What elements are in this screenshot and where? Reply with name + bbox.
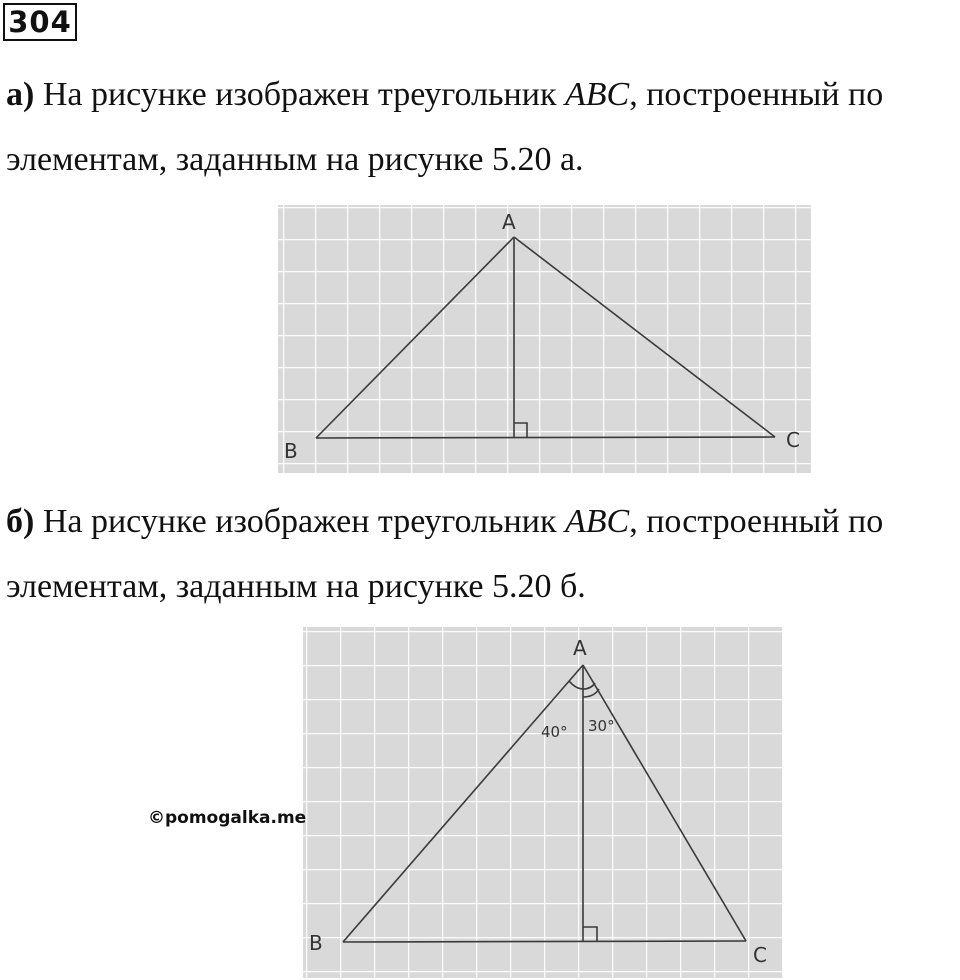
part-b-triangle-name: ABC (564, 503, 630, 540)
grid-paper-a (278, 205, 811, 473)
part-a-triangle-name: ABC (564, 76, 630, 113)
side-bc-b (343, 941, 746, 942)
figure-a (278, 205, 811, 473)
part-b-marker: б) (6, 503, 35, 540)
problem-number: 304 (3, 3, 77, 41)
label-a-fig-a: A (502, 210, 516, 234)
label-c-fig-a: C (786, 428, 800, 452)
part-a-text-1: На рисунке изображен треугольник (42, 76, 557, 113)
part-a-line-2: элементам, заданным на рисунке 5.20 а. (6, 141, 584, 178)
label-b-fig-b: B (309, 931, 323, 955)
angle-label-left: 40° (541, 723, 568, 741)
watermark: ©pomogalka.me (148, 808, 307, 828)
side-bc-a (316, 437, 775, 438)
part-a-line-1 (6, 78, 883, 112)
part-a-marker: а) (6, 76, 35, 113)
label-a-fig-b: A (573, 636, 587, 660)
part-a-text-2: , построенный по (629, 76, 884, 113)
angle-label-right: 30° (588, 717, 615, 735)
part-b-text-1: На рисунке изображен треугольник (42, 503, 557, 540)
grid-paper-b (303, 627, 783, 978)
part-b-line-1 (6, 505, 883, 539)
label-b-fig-a: B (284, 439, 298, 463)
part-b-text-2: , построенный по (629, 503, 884, 540)
label-c-fig-b: C (753, 943, 767, 967)
figure-b (303, 627, 783, 978)
part-b-line-2: элементам, заданным на рисунке 5.20 б. (6, 568, 586, 605)
